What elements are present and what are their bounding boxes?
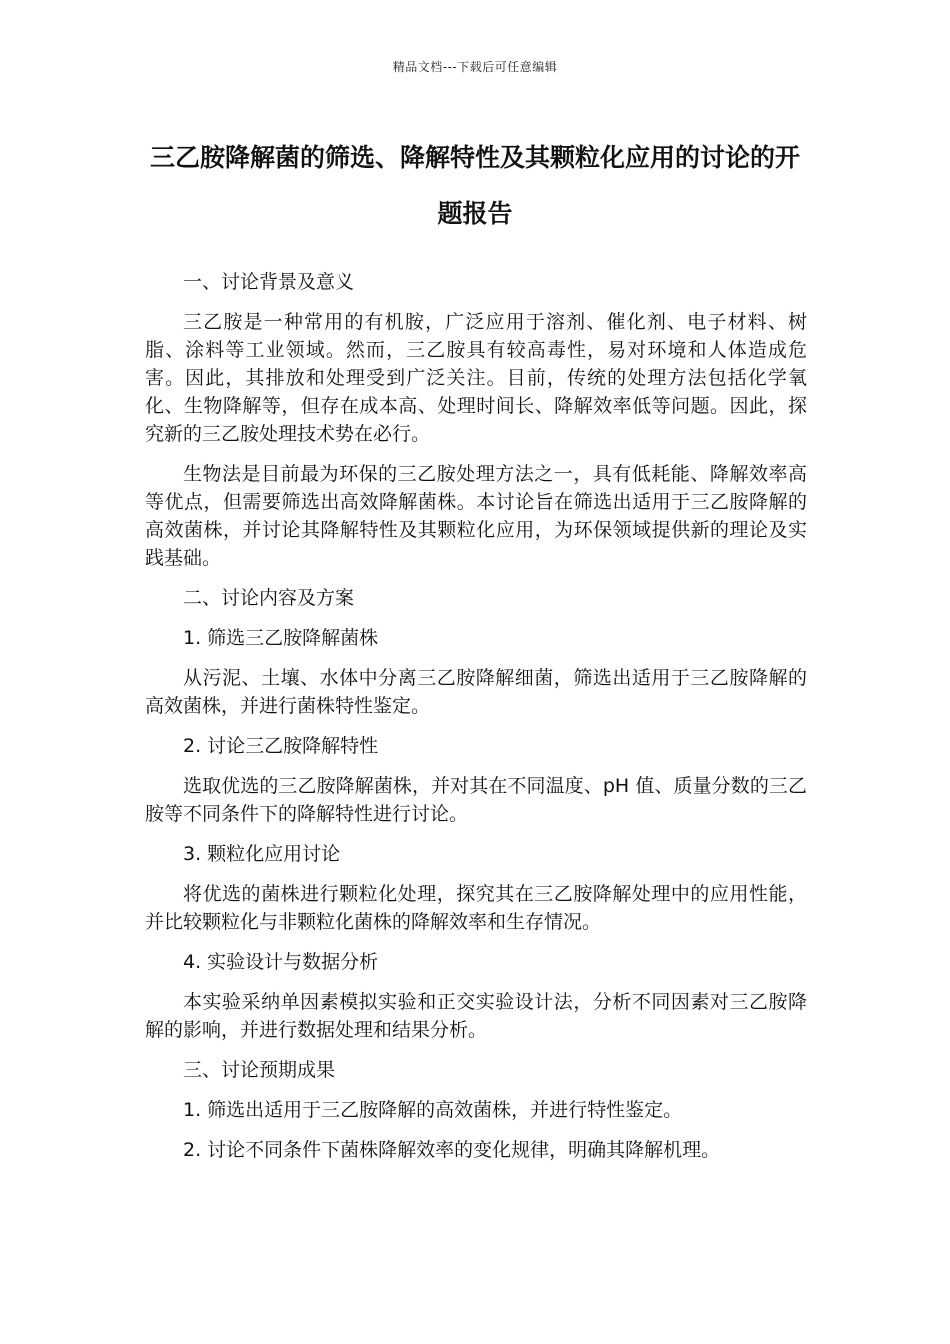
item-text-screening: 从污泥、土壤、水体中分离三乙胺降解细菌，筛选出适用于三乙胺降解的高效菌株，并进行菌株特性鉴定。 [145,667,807,717]
item-title-granulation: 3. 颗粒化应用讨论 [183,843,341,865]
document-body [145,268,807,1176]
document-title: 三乙胺降解菌的筛选、降解特性及其颗粒化应用的讨论的开题报告 [149,143,800,228]
section-heading-content: 二、讨论内容及方案 [183,587,355,609]
paragraph-background-2: 生物法是目前最为环保的三乙胺处理方法之一，具有低耗能、降解效率高等优点，但需要筛选出高效降解菌株。本讨论旨在筛选出适用于三乙胺降解的高效菌株，并讨论其降解特性及其颗粒化应用，为环保领域提供新的理论及实践基础。 [145,463,807,569]
section-heading-background: 一、讨论背景及意义 [183,271,355,293]
item-title-screening: 1. 筛选三乙胺降解菌株 [183,627,379,649]
section-heading-outcomes: 三、讨论预期成果 [183,1059,336,1081]
paragraph-background-1: 三乙胺是一种常用的有机胺，广泛应用于溶剂、催化剂、电子材料、树脂、涂料等工业领域。然而，三乙胺具有较高毒性，易对环境和人体造成危害。因此，其排放和处理受到广泛关注。目前，传统的处理方法包括化学氧化、生物降解等，但存在成本高、处理时间长、降解效率低等问题。因此，探究新的三乙胺处理技术势在必行。 [145,311,807,445]
outcome-item-1: 1. 筛选出适用于三乙胺降解的高效菌株，并进行特性鉴定。 [183,1099,683,1121]
header-note: 精品文档---下载后可任意编辑 [392,60,558,74]
outcome-item-2: 2. 讨论不同条件下菌株降解效率的变化规律，明确其降解机理。 [183,1139,721,1161]
item-title-experiment: 4. 实验设计与数据分析 [183,951,379,973]
item-text-degradation: 选取优选的三乙胺降解菌株，并对其在不同温度、pH 值、质量分数的三乙胺等不同条件下的降解特性进行讨论。 [145,775,807,825]
item-text-experiment: 本实验采纳单因素模拟实验和正交实验设计法，分析不同因素对三乙胺降解的影响，并进行数据处理和结果分析。 [145,991,807,1041]
item-text-granulation: 将优选的菌株进行颗粒化处理，探究其在三乙胺降解处理中的应用性能，并比较颗粒化与非颗粒化菌株的降解效率和生存情况。 [145,883,807,933]
item-title-degradation: 2. 讨论三乙胺降解特性 [183,735,379,757]
